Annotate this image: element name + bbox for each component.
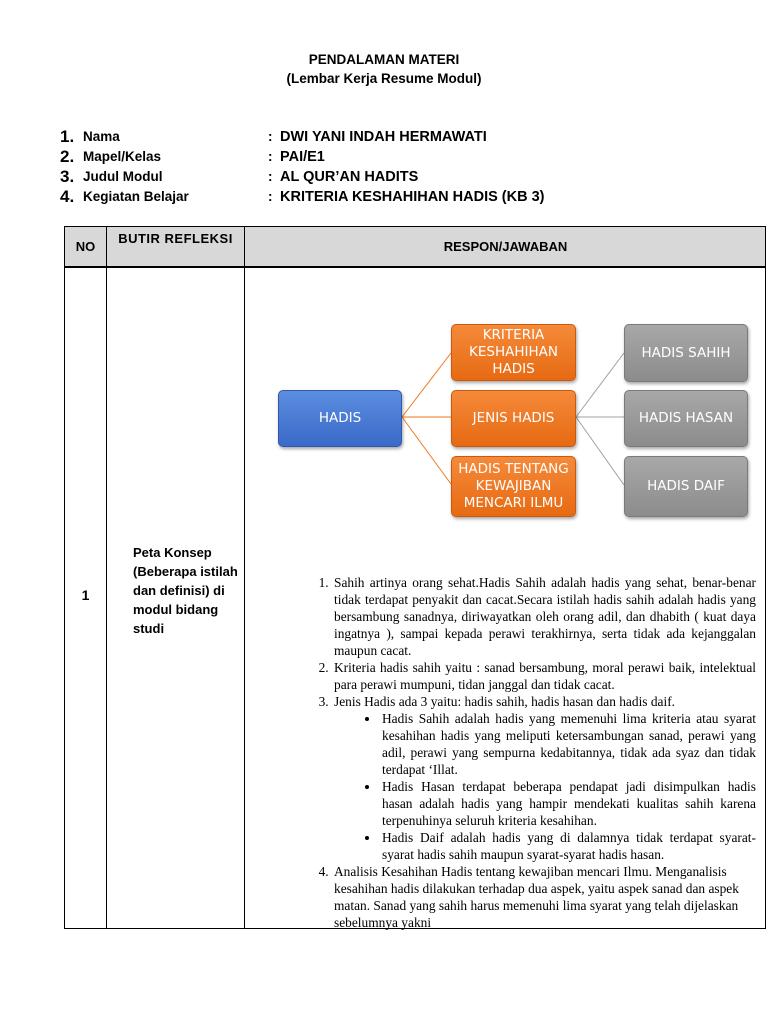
list-item [332, 863, 756, 931]
reflection-table [64, 226, 766, 929]
definition-list [306, 574, 756, 931]
info-number: 3. [60, 167, 75, 186]
connector-line [576, 417, 624, 485]
list-item-text: Jenis Hadis ada 3 yaitu: hadis sahih, hadis hasan dan hadis daif. [334, 694, 676, 709]
row-butir-text: Peta Konsep (Beberapa istilah dan definisi) di modul bidang studi [133, 545, 238, 636]
list-item-text: Analisis Kesahihan Hadis tentang kewajiban mencari Ilmu. Menganalisis kesahihan hadis dilakukan terhadap dua aspek, yaitu aspek sanad dan aspek matan. Sanad yang sahih harus memenuhi lima syarat yang telah dijelaskan sebelumnya yakni [334, 864, 739, 930]
info-number: 4. [60, 187, 75, 206]
info-value: AL QUR’AN HADITS [280, 169, 419, 185]
concept-node-jenis: JENIS HADIS [451, 390, 576, 447]
row-number: 1 [81, 587, 90, 603]
info-number: 2. [60, 147, 75, 166]
response-text [306, 574, 756, 931]
info-colon: : [268, 169, 273, 184]
col-header-butir: BUTIR REFLEKSI [118, 231, 233, 246]
list-item [332, 574, 756, 659]
concept-node-sahih: HADIS SAHIH [624, 324, 748, 382]
concept-node-daif: HADIS DAIF [624, 456, 748, 517]
info-value: KRITERIA KESHAHIHAN HADIS (KB 3) [280, 189, 545, 205]
info-label: Mapel/Kelas [83, 149, 162, 164]
page-title: PENDALAMAN MATERI [308, 52, 460, 67]
bullet-item: • Hadis Daif adalah hadis yang di dalamnya tidak terdapat syarat-syarat hadis sahih maupun syarat-syarat hadis hasan. [380, 829, 756, 863]
list-item [332, 693, 756, 863]
page-subtitle: (Lembar Kerja Resume Modul) [286, 71, 482, 86]
concept-node-root: HADIS [278, 390, 402, 447]
bullet-item: • Hadis Sahih adalah hadis yang memenuhi lima kriteria atau syarat kesahihan hadis yang meliputi ketersambungan sanad, perawi yang adil, perawi yang sempurna kedabitannya, tidak ada syaz dan tidak terdapat ‘Illat. [380, 710, 756, 778]
list-item-text: Kriteria hadis sahih yaitu : sanad bersambung, moral perawi baik, intelektual para perawi mumpuni, tidan janggal dan tidak cacat. [334, 660, 756, 692]
connector-line [576, 353, 624, 417]
info-colon: : [268, 129, 273, 144]
list-item-text: Sahih artinya orang sehat.Hadis Sahih adalah hadis yang sehat, benar-benar tidak terdapat penyakit dan cacat.Secara istilah hadis sahih adalah hadis yang bersambung sanadnya, diriwayatkan oleh orang adil, dan dhabith ( kuat daya ingatnya ), sampai kepada perawi terakhirnya, serta tidak ada kejanggalan maupun cacat. [334, 575, 756, 658]
info-colon: : [268, 189, 273, 204]
col-header-no: NO [75, 239, 96, 254]
concept-node-kriteria: KRITERIA KESHAHIHAN HADIS [451, 324, 576, 381]
info-value: PAI/E1 [280, 149, 325, 165]
connector-line [402, 353, 451, 417]
info-label: Nama [83, 129, 120, 144]
connector-line [402, 417, 451, 484]
col-header-respon: RESPON/JAWABAN [443, 239, 568, 254]
bullet-list [334, 710, 756, 863]
info-label: Kegiatan Belajar [83, 189, 189, 204]
info-value: DWI YANI INDAH HERMAWATI [280, 129, 487, 145]
info-label: Judul Modul [83, 169, 163, 184]
info-colon: : [268, 149, 273, 164]
list-item [332, 659, 756, 693]
concept-node-kewajiban: HADIS TENTANG KEWAJIBAN MENCARI ILMU [451, 456, 576, 517]
concept-node-hasan: HADIS HASAN [624, 390, 748, 447]
bullet-item: • Hadis Hasan terdapat beberapa pendapat jadi disimpulkan hadis hasan adalah hadis yang hampir mendekati kualitas sahih karena terpenuhinya seluruh kriteria kesahihan. [380, 778, 756, 829]
info-number: 1. [60, 127, 75, 146]
